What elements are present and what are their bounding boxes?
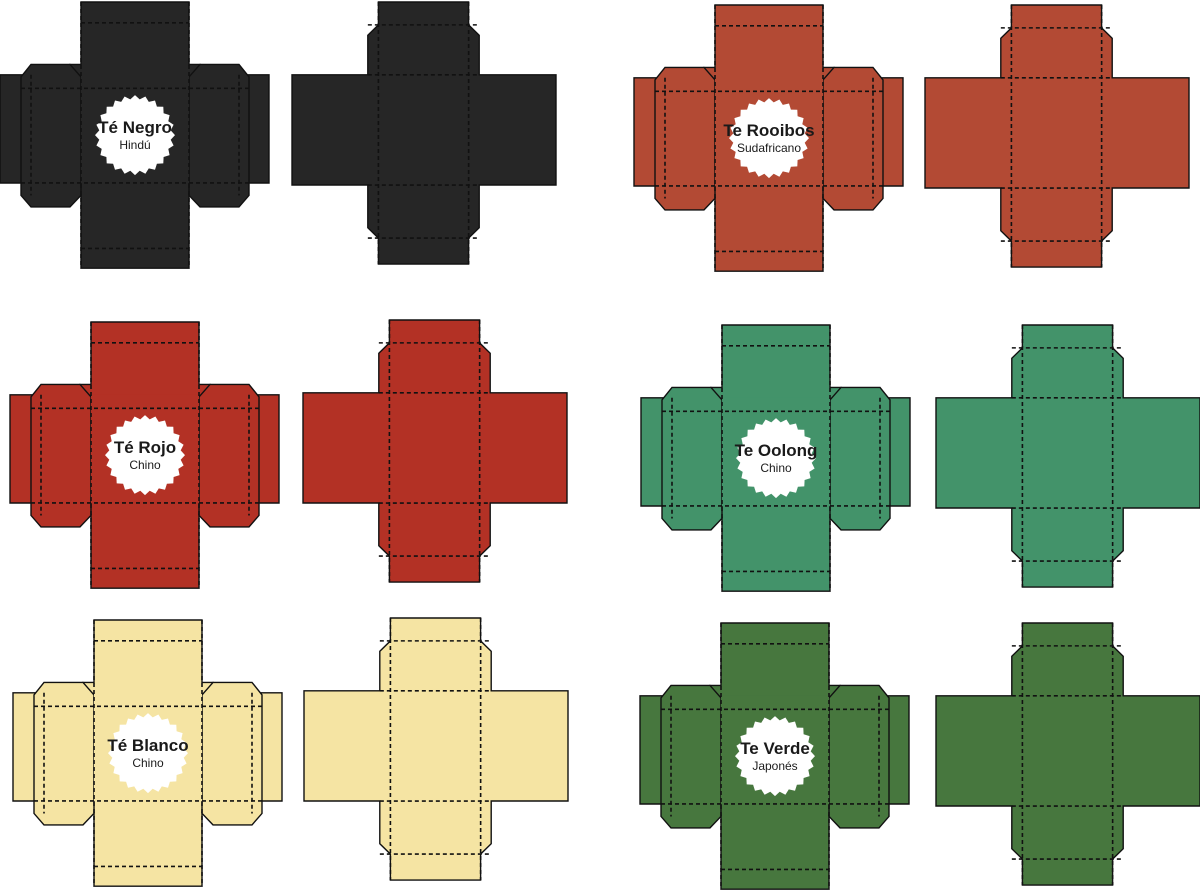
box-lid-template [936, 623, 1200, 885]
box-body-template [13, 620, 282, 886]
box-template-te-negro [0, 2, 556, 268]
tea-name: Té Rojo [113, 438, 177, 458]
side-flap-left [31, 384, 91, 527]
box-body-template [641, 325, 910, 591]
base-outline [304, 618, 568, 880]
box-body-template [640, 623, 909, 889]
box-lid-template [304, 618, 568, 880]
side-flap-right [199, 384, 259, 527]
side-flap-left [21, 64, 81, 207]
box-lid-template [303, 320, 567, 582]
tea-origin: Chino [132, 756, 164, 771]
tea-name: Te Oolong [734, 441, 818, 461]
tea-name: Té Blanco [107, 736, 189, 756]
side-flap-right [189, 64, 249, 207]
tea-origin: Chino [129, 458, 161, 473]
tea-name: Te Rooibos [723, 121, 815, 141]
box-body-template [10, 322, 279, 588]
side-flap-left [34, 682, 94, 825]
box-template-te-blanco [13, 618, 568, 886]
side-flap-right [823, 67, 883, 210]
side-flap-left [655, 67, 715, 210]
box-template-te-verde [640, 623, 1200, 889]
base-outline [936, 325, 1200, 587]
base-outline [925, 5, 1189, 267]
box-lid-template [292, 2, 556, 264]
tea-origin: Hindú [119, 138, 151, 153]
base-outline [303, 320, 567, 582]
tea-origin: Sudafricano [736, 141, 802, 156]
box-body-template [0, 2, 269, 268]
side-flap-right [830, 387, 890, 530]
side-flap-right [202, 682, 262, 825]
side-flap-left [661, 685, 721, 828]
box-body-template [634, 5, 903, 271]
side-flap-left [662, 387, 722, 530]
box-lid-template [936, 325, 1200, 587]
box-template-te-rojo [10, 320, 567, 588]
box-lid-template [925, 5, 1189, 267]
side-flap-right [829, 685, 889, 828]
box-template-te-oolong [641, 325, 1200, 591]
box-template-te-rooibos [634, 5, 1189, 271]
tea-name: Té Negro [98, 118, 172, 138]
tea-origin: Chino [760, 461, 792, 476]
tea-name: Te Verde [740, 739, 810, 759]
base-outline [292, 2, 556, 264]
base-outline [936, 623, 1200, 885]
tea-origin: Japonés [752, 759, 798, 774]
